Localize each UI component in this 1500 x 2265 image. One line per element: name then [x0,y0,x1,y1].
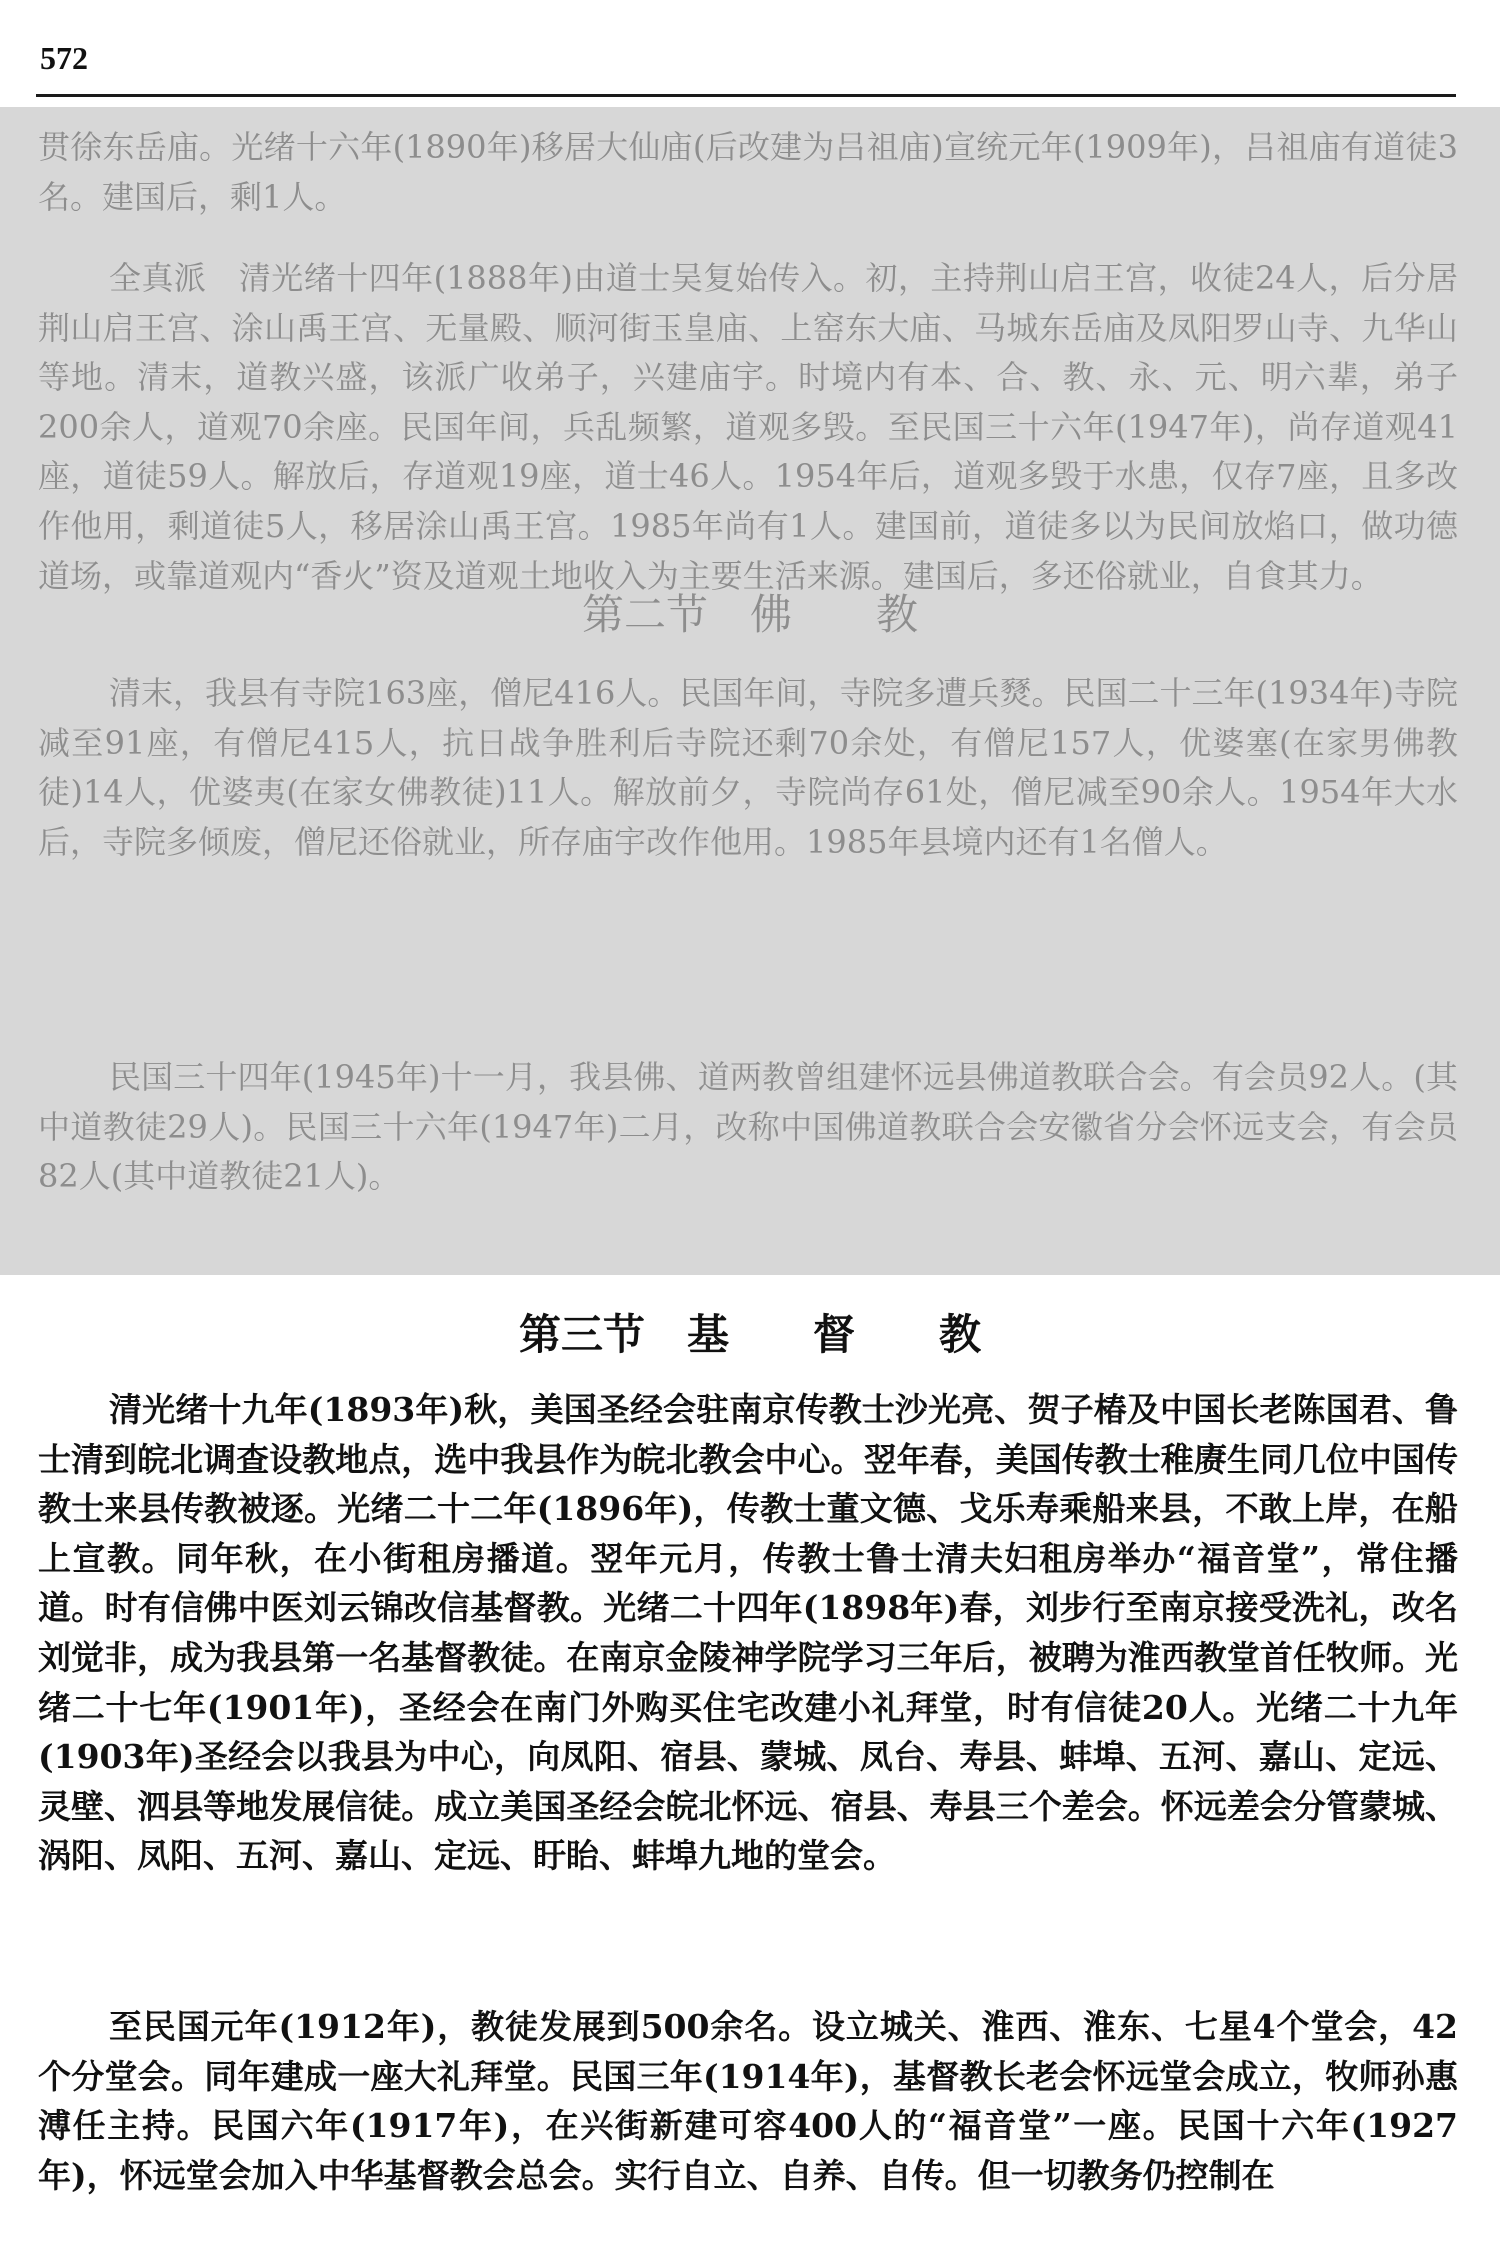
faded-region [0,107,1500,1275]
taoism-paragraph-continued: 贯徐东岳庙。光绪十六年(1890年)移居大仙庙(后改建为吕祖庙)宣统元年(1909年)，吕祖庙有道徒3名。建国后，剩1人。 [38,128,1458,216]
quanzhen-paragraph: 全真派 清光绪十四年(1888年)由道士吴复始传入。初，主持荆山启王宫，收徒24人，后分居荆山启王宫、涂山禹王宫、无量殿、顺河街玉皇庙、上窑东大庙、马城东岳庙及凤阳罗山寺、九华山等地。清末，道教兴盛，该派广收弟子，兴建庙宇。时境内有本、合、教、永、元、明六辈，弟子200余人，道观70余座。民国年间，兵乱频繁，道观多毁。至民国三十六年(1947年)，尚存道观41座，道徒59人。解放后，存道观19座，道士46人。1954年后，道观多毁于水患，仅存7座，且多改作他用，剩道徒5人，移居涂山禹王宫。1985年尚有1人。建国前，道徒多以为民间放焰口，做功德道场，或靠道观内“香火”资及道观土地收入为主要生活来源。建国后，多还俗就业，自食其力。 [38,259,1458,595]
buddhism-paragraph: 清末，我县有寺院163座，僧尼416人。民国年间，寺院多遭兵燹。民国二十三年(1934年)寺院减至91座，有僧尼415人，抗日战争胜利后寺院还剩70余处，有僧尼157人，优婆塞(在家男佛教徒)14人，优婆夷(在家女佛教徒)11人。解放前夕，寺院尚存61处，僧尼减至90余人。1954年大水后，寺院多倾废，僧尼还俗就业，所存庙宇改作他用。1985年县境内还有1名僧人。 [38,674,1458,861]
section-heading-christianity: 第三节 基 督 教 [518,1310,981,1359]
section-heading-buddhism: 第二节 佛 教 [581,590,918,639]
association-paragraph: 民国三十四年(1945年)十一月，我县佛、道两教曾组建怀远县佛道教联合会。有会员92人。(其中道教徒29人)。民国三十六年(1947年)二月，改称中国佛道教联合会安徽省分会怀远支会，有会员82人(其中道教徒21人)。 [38,1058,1458,1196]
christianity-paragraph-2: 至民国元年(1912年)，教徒发展到500余名。设立城关、淮西、淮东、七星4个堂会，42个分堂会。同年建成一座大礼拜堂。民国三年(1914年)，基督教长老会怀远堂会成立，牧师孙惠溥任主持。民国六年(1917年)，在兴街新建可容400人的“福音堂”一座。民国十六年(1927年)，怀远堂会加入中华基督教会总会。实行自立、自养、自传。但一切教务仍控制在 [38,2007,1458,2195]
christianity-paragraph-1: 清光绪十九年(1893年)秋，美国圣经会驻南京传教士沙光亮、贺子椿及中国长老陈国君、鲁士清到皖北调查设教地点，选中我县作为皖北教会中心。翌年春，美国传教士稚赓生同几位中国传教士来县传教被逐。光绪二十二年(1896年)，传教士董文德、戈乐寿乘船来县，不敢上岸，在船上宣教。同年秋，在小街租房播道。翌年元月，传教士鲁士清夫妇租房举办“福音堂”，常住播道。时有信佛中医刘云锦改信基督教。光绪二十四年(1898年)春，刘步行至南京接受洗礼，改名刘觉非，成为我县第一名基督教徒。在南京金陵神学院学习三年后，被聘为淮西教堂首任牧师。光绪二十七年(1901年)，圣经会在南门外购买住宅改建小礼拜堂，时有信徒20人。光绪二十九年(1903年)圣经会以我县为中心，向凤阳、宿县、蒙城、凤台、寿县、蚌埠、五河、嘉山、定远、灵壁、泗县等地发展信徒。成立美国圣经会皖北怀远、宿县、寿县三个差会。怀远差会分管蒙城、涡阳、凤阳、五河、嘉山、定远、盱眙、蚌埠九地的堂会。 [38,1390,1458,1876]
header-rule [36,94,1456,97]
page-number: 572 [40,40,88,76]
